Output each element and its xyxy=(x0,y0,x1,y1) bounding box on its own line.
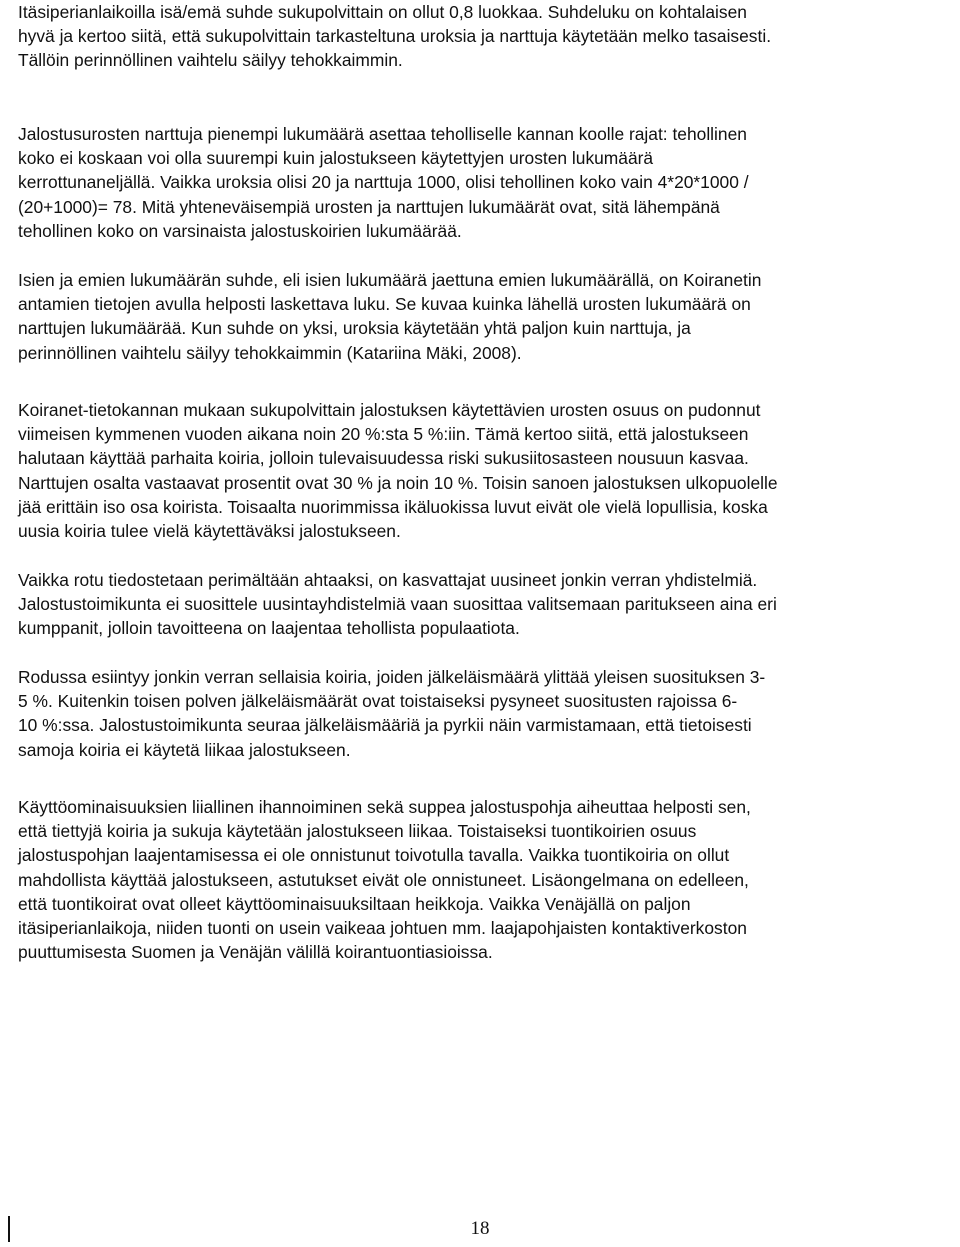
paragraph-offspring-counts xyxy=(18,665,765,762)
paragraph-import-dogs xyxy=(18,795,751,964)
text-line: puuttumisesta Suomen ja Venäjän välillä koirantuontiasioissa. xyxy=(18,942,493,963)
text-line: itäsiperianlaikoja, niiden tuonti on usein vaikeaa johtuen mm. laajapohjaisten kontaktiverkoston xyxy=(18,918,747,939)
text-line: Jalostustoimikunta ei suosittele uusintayhdistelmiä vaan suosittaa valitsemaan paritukseen aina eri xyxy=(18,594,777,615)
paragraph-effective-population-size xyxy=(18,122,749,243)
paragraph-sex-ratio-generations xyxy=(18,0,771,73)
text-line: että tuontikoirat ovat olleet käyttöominaisuuksiltaan heikkoja. Vaikka Venäjällä on paljon xyxy=(18,893,691,914)
text-line: hyvä ja kertoo siitä, että sukupolvittain tarkasteltuna uroksia ja narttuja käytetään melko tasaisesti. xyxy=(18,26,772,47)
page-number: 18 xyxy=(470,1218,490,1239)
paragraph-koiranet-breeding-share xyxy=(18,398,778,543)
text-line: 5 %. Kuitenkin toisen polven jälkeläismäärät ovat toistaiseksi pysyneet suositusten rajoissa 6- xyxy=(18,691,738,712)
text-line: Vaikka rotu tiedostetaan perimältään ahtaaksi, on kasvattajat uusineet jonkin verran yhdistelmiä. xyxy=(18,570,758,590)
text-line: kerrottunaneljällä. Vaikka uroksia olisi 20 ja narttuja 1000, olisi tehollinen koko vain 4*20*1000 / xyxy=(18,172,749,193)
text-line: Rodussa esiintyy jonkin verran sellaisia koiria, joiden jälkeläismäärä ylittää yleisen suosituksen 3- xyxy=(18,667,766,687)
text-line: koko ei koskaan voi olla suurempi kuin jalostukseen käytettyjen urosten lukumäärä xyxy=(18,148,654,169)
text-line: Koiranet-tietokannan mukaan sukupolvittain jalostuksen käytettävien urosten osuus on pudonnut xyxy=(18,400,761,420)
text-line: (20+1000)= 78. Mitä yhteneväisempiä urosten ja narttujen lukumäärät ovat, sitä lähempänä xyxy=(18,196,720,217)
text-line: perinnöllinen vaihtelu säilyy tehokkaimmin (Katariina Mäki, 2008). xyxy=(18,342,522,363)
paragraph-repeat-combinations xyxy=(18,568,777,641)
text-line: antamien tietojen avulla helposti laskettava luku. Se kuvaa kuinka lähellä urosten lukumäärä on xyxy=(18,294,751,315)
text-line: Jalostusurosten narttuja pienempi lukumäärä asettaa teholliselle kannan koolle rajat: tehollinen xyxy=(18,124,747,144)
text-line: 10 %:ssa. Jalostustoimikunta seuraa jälkeläismääriä ja pyrkii näin varmistamaan, että tietoisesti xyxy=(18,715,752,736)
text-line: mahdollista käyttää jalostukseen, astutukset eivät ole onnistuneet. Lisäongelmana on edelleen, xyxy=(18,869,749,890)
text-line: Itäsiperianlaikoilla isä/emä suhde sukupolvittain on ollut 0,8 luokkaa. Suhdeluku on kohtalaisen xyxy=(18,2,747,22)
text-line: samoja koiria ei käytetä liikaa jalostukseen. xyxy=(18,739,351,760)
text-line: narttujen lukumäärää. Kun suhde on yksi, uroksia käytetään yhtä paljon kuin narttuja, ja xyxy=(18,318,691,339)
text-line: Isien ja emien lukumäärän suhde, eli isien lukumäärä jaettuna emien lukumäärällä, on Koiranetin xyxy=(18,270,762,290)
text-line: että tiettyjä koiria ja sukuja käytetään jalostukseen liikaa. Toistaiseksi tuontikoirien osuus xyxy=(18,821,697,842)
text-line: uusia koiria tulee vielä käytettäväksi jalostukseen. xyxy=(18,521,401,542)
text-line: jalostuspohjan laajentamisessa ei ole onnistunut toivotulla tavalla. Vaikka tuontikoiria on ollut xyxy=(18,845,730,866)
text-line: Käyttöominaisuuksien liiallinen ihannoiminen sekä suppea jalostuspohja aiheuttaa helposti sen, xyxy=(18,797,751,817)
text-line: Narttujen osalta vastaavat prosentit ovat 30 % ja noin 10 %. Toisin sanoen jalostuksen ulkopuolelle xyxy=(18,472,778,493)
paragraph-sire-dam-ratio xyxy=(18,268,761,365)
text-line: Tällöin perinnöllinen vaihtelu säilyy tehokkaimmin. xyxy=(18,50,403,71)
text-line: viimeisen kymmenen vuoden aikana noin 20 %:sta 5 %:iin. Tämä kertoo siitä, että jalostukseen xyxy=(18,424,749,445)
text-line: halutaan käyttää parhaita koiria, jolloin tulevaisuudessa riski sukusiitosasteen nousuun kasvaa. xyxy=(18,448,749,469)
text-line: jää erittäin iso osa koirista. Toisaalta nuorimmissa ikäluokissa luvut eivät ole vielä lopullisia, koska xyxy=(18,496,768,517)
text-line: kumppanit, jolloin tavoitteena on laajentaa tehollista populaatiota. xyxy=(18,618,520,639)
text-line: tehollinen koko on varsinaista jalostuskoirien lukumäärää. xyxy=(18,220,462,241)
